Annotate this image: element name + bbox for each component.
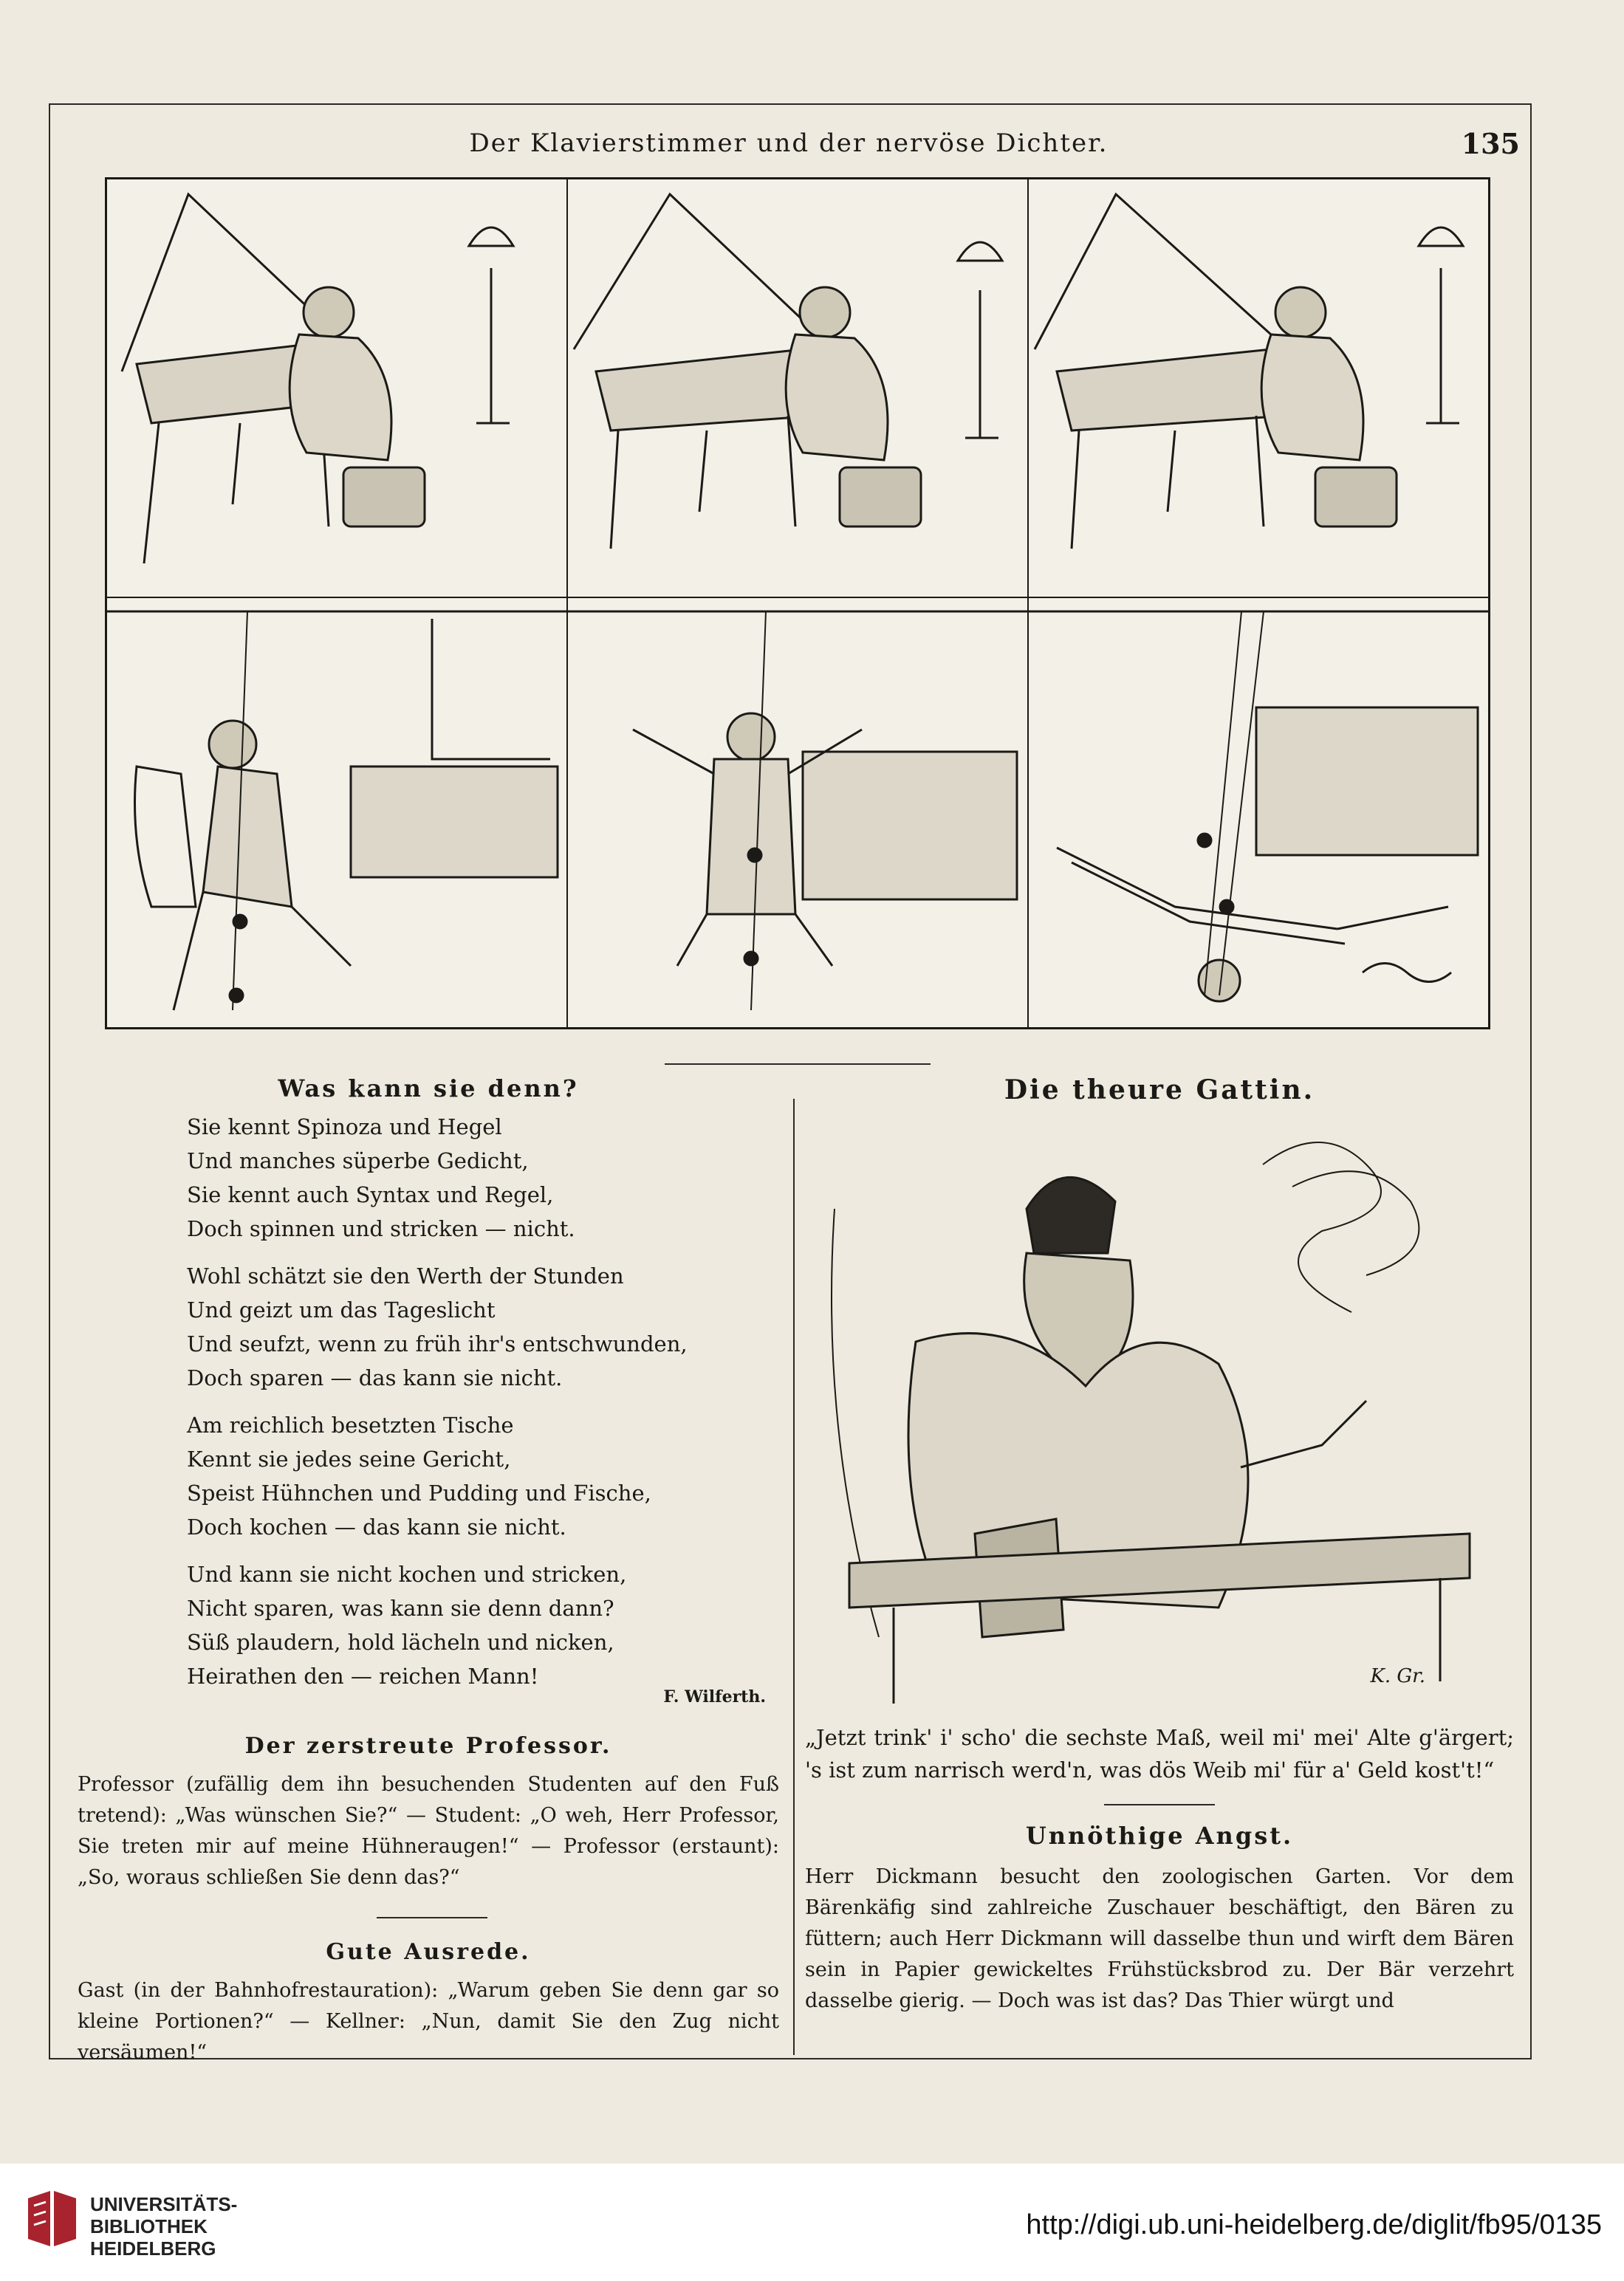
- nervous-poet-illustration: [566, 597, 1027, 1027]
- library-name-line: UNIVERSITÄTS-: [90, 2193, 238, 2215]
- source-url[interactable]: http://digi.ub.uni-heidelberg.de/diglit/fb95/0135: [1026, 2209, 1602, 2240]
- drunk-man-illustration: [805, 1120, 1514, 1711]
- page-number: 135: [1461, 127, 1520, 160]
- poem-line: Süß plaudern, hold lächeln und nicken,: [187, 1630, 614, 1655]
- article-text: Gast (in der Bahnhofrestauration): „Warum geben Sie denn gar so kleine Portionen?“ — Kellner: „Nun, damit Sie den Zug nicht versäumen!“: [78, 1979, 779, 2064]
- poem-line: Und manches süperbe Gedicht,: [187, 1148, 529, 1173]
- poem: [78, 1110, 779, 1693]
- comic-panel-tuner-3: [1027, 179, 1488, 598]
- article-title: Die theure Gattin.: [1004, 1074, 1315, 1105]
- poem-line: Doch sparen — das kann sie nicht.: [187, 1365, 563, 1390]
- divider: [665, 1063, 931, 1065]
- nervous-poet-illustration: [107, 597, 566, 1027]
- comic-panel-tuner-2: [566, 179, 1029, 598]
- poem-line: Sie kennt auch Syntax und Regel,: [187, 1182, 554, 1207]
- poem-line: Doch spinnen und stricken — nicht.: [187, 1216, 575, 1241]
- poem-stanza: [187, 1408, 779, 1544]
- article-title: Gute Ausrede.: [326, 1939, 531, 1965]
- digitization-footer: [0, 2164, 1624, 2281]
- poem-stanza: [187, 1259, 779, 1395]
- library-name-line: HEIDELBERG: [90, 2237, 216, 2260]
- divider: [377, 1917, 487, 1918]
- illustration-signature: K. Gr.: [1370, 1665, 1425, 1687]
- library-name-line: BIBLIOTHEK: [90, 2215, 208, 2237]
- left-column: [78, 1074, 779, 2068]
- piano-tuner-illustration: [566, 179, 1027, 597]
- poem-line: Doch kochen — das kann sie nicht.: [187, 1515, 566, 1540]
- poem-title: Was kann sie denn?: [278, 1074, 579, 1102]
- signature-scribble: [1355, 950, 1459, 995]
- library-logo-icon: [21, 2187, 80, 2254]
- column-divider: [793, 1099, 795, 2055]
- poem-line: Nicht sparen, was kann sie denn dann?: [187, 1596, 614, 1621]
- poem-line: Und kann sie nicht kochen und stricken,: [187, 1562, 627, 1587]
- poem-line: Und geizt um das Tageslicht: [187, 1297, 496, 1323]
- article-title: Der zerstreute Professor.: [244, 1733, 612, 1759]
- poem-line: Am reichlich besetzten Tische: [187, 1413, 514, 1438]
- poem-stanza: [187, 1557, 779, 1693]
- article-text: Professor (zufällig dem ihn besuchenden Studenten auf den Fuß tretend): „Was wünschen Sie?“ — Student: „O weh, Herr Professor, Sie treten mir auf meine Hühneraugen!“ — Professor (erstaunt): „So, woraus schließen Sie denn das?“: [78, 1773, 779, 1889]
- poem-line: Heirathen den — reichen Mann!: [187, 1664, 539, 1689]
- divider: [1104, 1804, 1215, 1805]
- poem-line: Wohl schätzt sie den Werth der Stunden: [187, 1263, 624, 1289]
- article-title: Unnöthige Angst.: [1025, 1822, 1294, 1850]
- poem-line: Sie kennt Spinoza und Hegel: [187, 1114, 502, 1139]
- man-with-beer-mug: [805, 1120, 1514, 1711]
- right-column: [805, 1074, 1514, 2017]
- comic-panel-poet-1: [107, 597, 568, 1027]
- page-header: [49, 124, 1529, 168]
- artist-signature: [1355, 950, 1459, 998]
- library-name: [90, 2193, 237, 2260]
- article-text: Herr Dickmann besucht den zoologischen Garten. Vor dem Bärenkäfig sind zahlreiche Zuschauer beschäftigt, den Bären zu füttern; auch Herr Dickmann will dasselbe thun und wirft dem Bären sein in Papier gewickeltes Frühstücksbrod zu. Der Bär verzehrt dasselbe gierig. — Doch was ist das? Das Thier würgt und: [805, 1865, 1514, 2012]
- comic-strip: [105, 177, 1490, 1029]
- comic-panel-tuner-1: [107, 179, 568, 598]
- piano-tuner-illustration: [1027, 179, 1488, 597]
- poem-line: Und seufzt, wenn zu früh ihr's entschwunden,: [187, 1331, 688, 1356]
- poem-line: Speist Hühnchen und Pudding und Fische,: [187, 1481, 651, 1506]
- poem-stanza: [187, 1110, 779, 1246]
- illustration-caption: „Jetzt trink' i' scho' die sechste Maß, weil mi' mei' Alte g'ärgert; 's ist zum narrisch werd'n, was dös Weib mi' für a' Geld kost't!“: [805, 1725, 1514, 1783]
- comic-panel-poet-2: [566, 597, 1029, 1027]
- poem-author: F. Wilferth.: [663, 1687, 766, 1707]
- running-title: Der Klavierstimmer und der nervöse Dichter.: [469, 128, 1109, 158]
- piano-tuner-illustration: [107, 179, 566, 597]
- poem-line: Kennt sie jedes seine Gericht,: [187, 1447, 511, 1472]
